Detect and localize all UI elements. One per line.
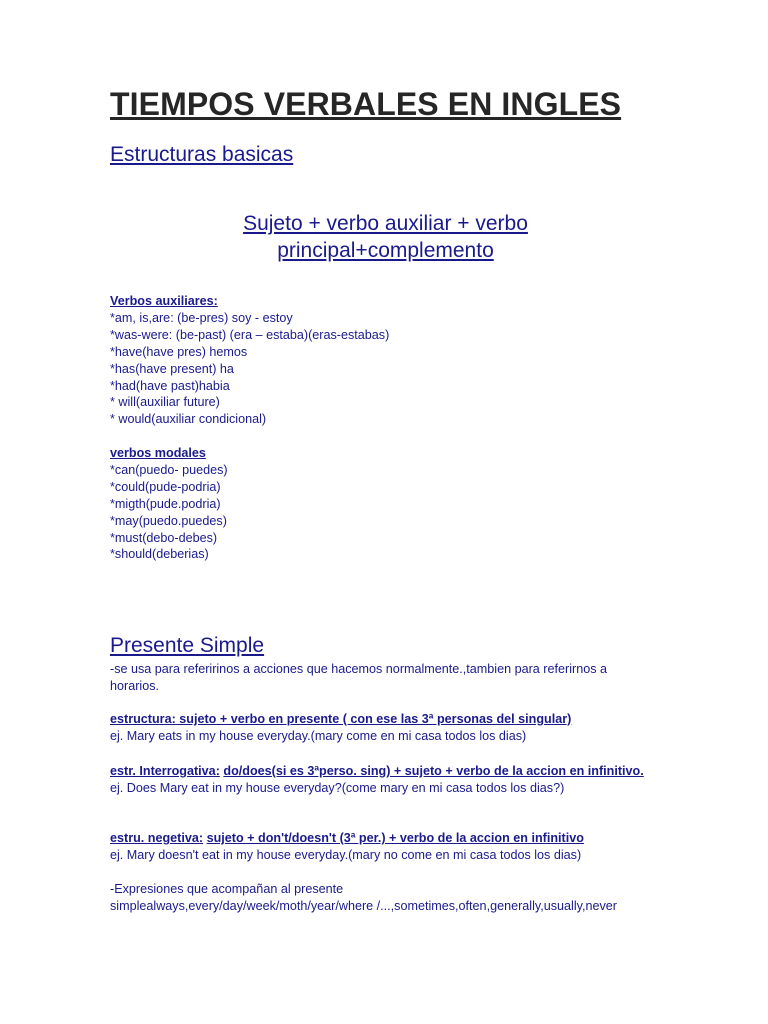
list-item: *may(puedo.puedes): [110, 513, 227, 528]
presente-estructura: [110, 711, 658, 745]
estructura-rule: estructura: sujeto + verbo en presente ( con ese las 3ª personas del singular): [110, 712, 572, 726]
interrogativa-label: estr. Interrogativa:: [110, 764, 220, 778]
interrogativa-formula: do/does(si es 3ªperso. sing) + sujeto + verbo de la accion en infinitivo.: [223, 764, 644, 778]
presente-interrogativa: [110, 763, 658, 797]
interrogativa-rule: [110, 763, 658, 780]
modales-list: [110, 445, 658, 563]
formula-line-2: principal+complemento: [277, 239, 494, 262]
auxiliares-heading: Verbos auxiliares:: [110, 294, 218, 308]
negativa-example: ej. Mary doesn't eat in my house everyday.(mary no come en mi casa todos los dias): [110, 847, 582, 862]
list-item: * would(auxiliar condicional): [110, 412, 267, 427]
negativa-rule: [110, 830, 658, 847]
list-item: *should(deberias): [110, 547, 209, 562]
expresiones-label: -Expresiones que acompañan al presente: [110, 882, 344, 896]
document-title: TIEMPOS VERBALES EN INGLES: [110, 86, 622, 122]
list-item: *am, is,are: (be-pres) soy - estoy: [110, 310, 293, 325]
list-item: *was-were: (be-past) (era – estaba)(eras-estabas): [110, 327, 390, 342]
auxiliares-list: [110, 293, 658, 428]
list-item: *had(have past)habia: [110, 378, 230, 393]
expresiones-list: simplealways,every/day/week/moth/year/where /...,sometimes,often,generally,usually,never: [110, 898, 618, 913]
negativa-formula: sujeto + don't/doesn't (3ª per.) + verbo de la accion en infinitivo: [206, 831, 584, 845]
intro-paragraph: -se usa para referirinos a acciones que hacemos normalmente.,tambien para referirnos a horarios.: [110, 662, 608, 693]
list-item: *could(pude-podria): [110, 479, 221, 494]
presente-intro: [110, 661, 658, 695]
modales-heading: verbos modales: [110, 446, 206, 460]
list-item: *must(debo-debes): [110, 530, 218, 545]
interrogativa-example: ej. Does Mary eat in my house everyday?(come mary en mi casa todos los dias?): [110, 780, 565, 795]
formula-heading: [110, 210, 661, 264]
section-heading-presente-simple: Presente Simple: [110, 634, 265, 657]
presente-negativa: [110, 830, 658, 864]
presente-expresiones: [110, 881, 658, 915]
list-item: *have(have pres) hemos: [110, 344, 248, 359]
list-item: * will(auxiliar future): [110, 395, 220, 410]
list-item: *can(puedo- puedes): [110, 462, 228, 477]
list-item: *migth(pude.podria): [110, 496, 221, 511]
negativa-label: estru. negetiva:: [110, 831, 204, 845]
estructura-example: ej. Mary eats in my house everyday.(mary come en mi casa todos los dias): [110, 728, 527, 743]
section-heading-estructuras: Estructuras basicas: [110, 143, 294, 166]
list-item: *has(have present) ha: [110, 361, 234, 376]
formula-line-1: Sujeto + verbo auxiliar + verbo: [243, 212, 528, 235]
